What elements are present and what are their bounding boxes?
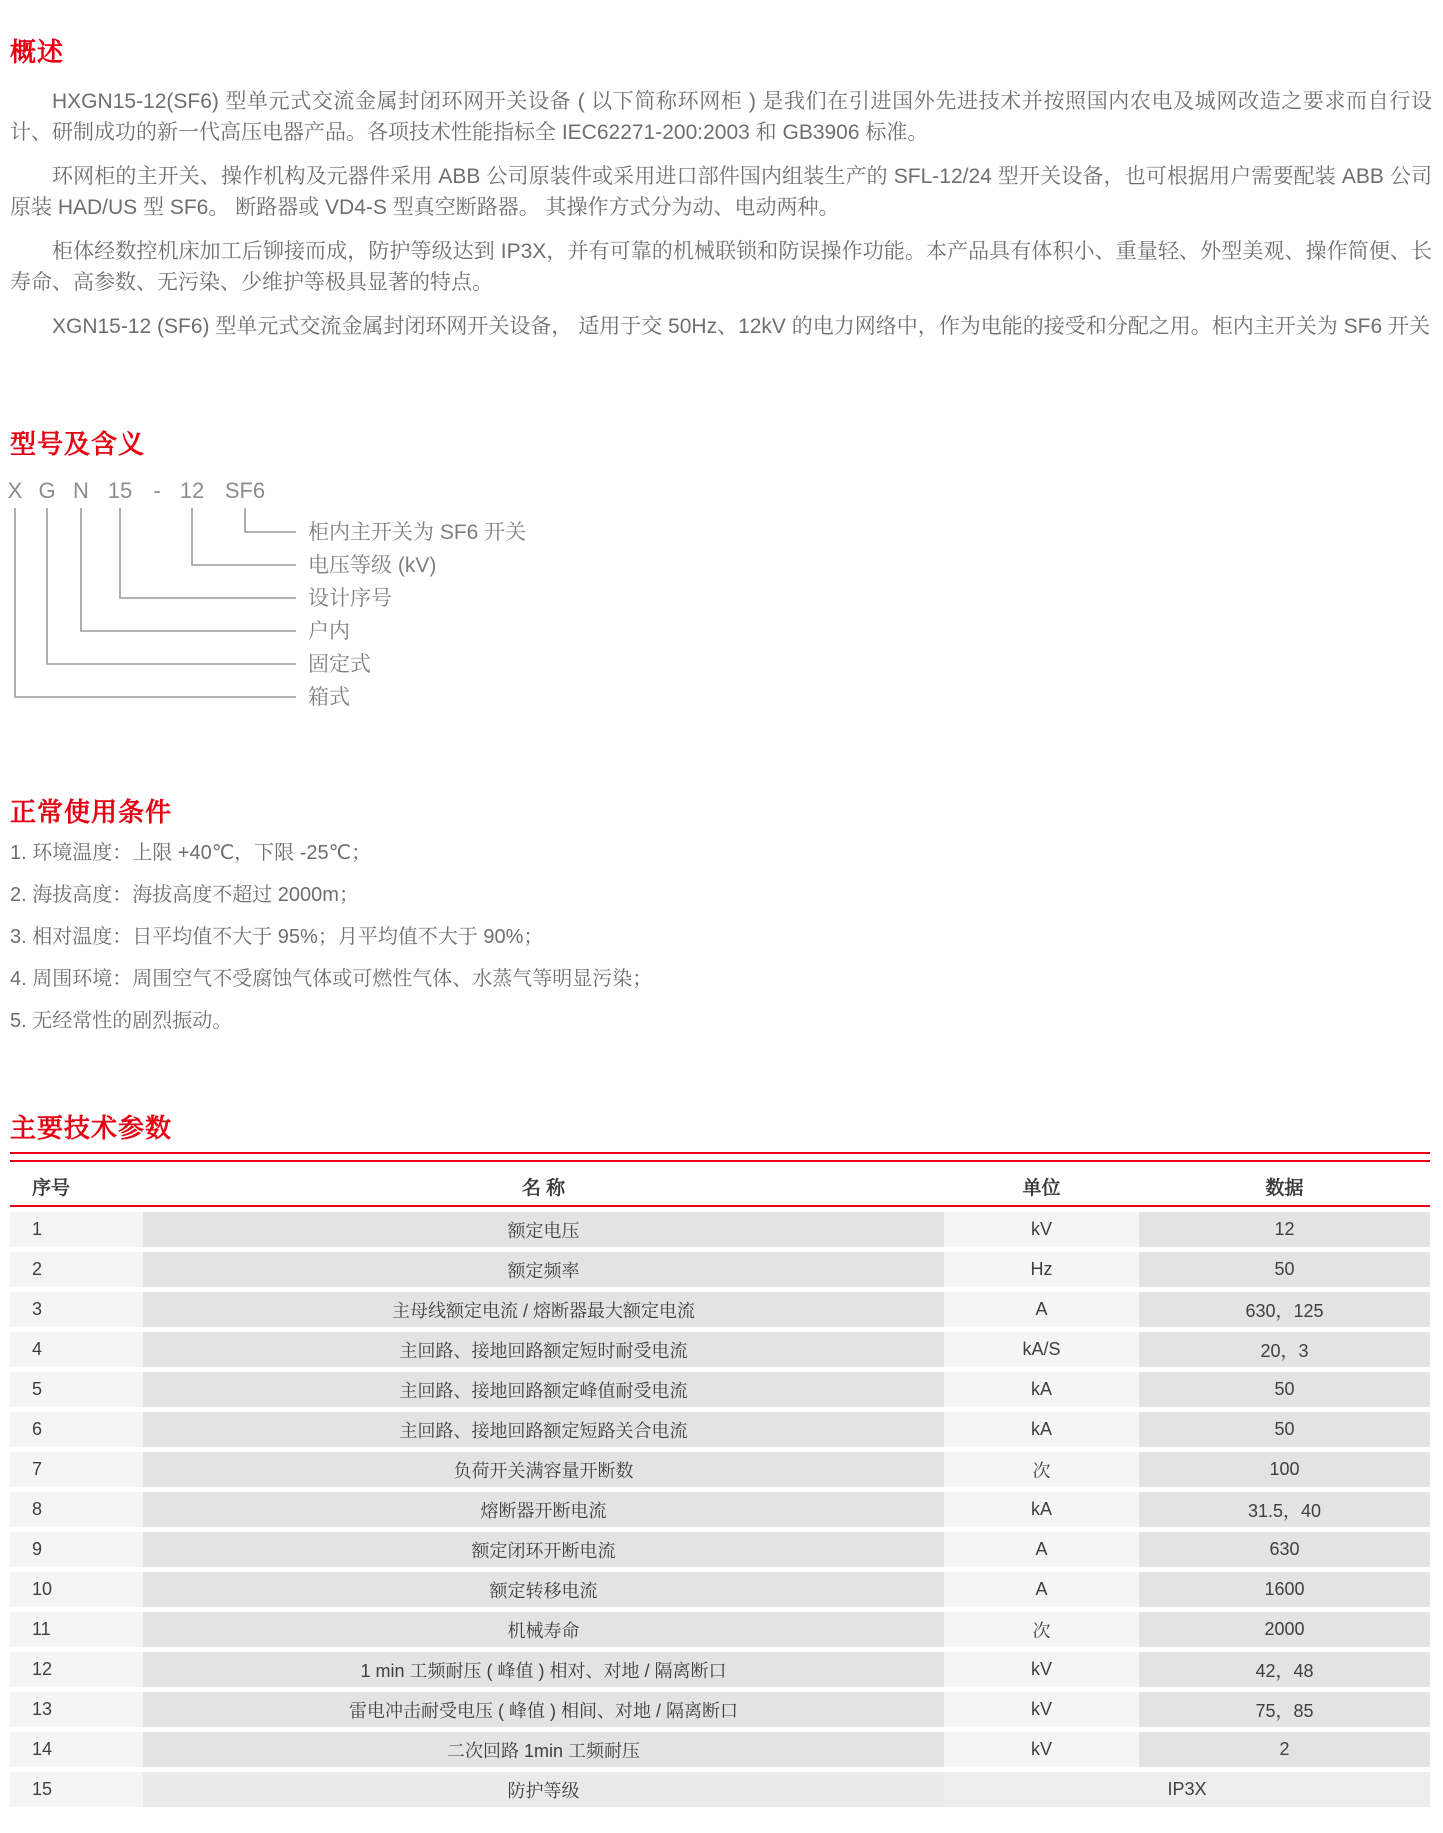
row-unit: kV: [944, 1692, 1139, 1727]
model-code: G: [38, 478, 56, 503]
row-name: 主回路、接地回路额定峰值耐受电流: [143, 1372, 944, 1407]
connector-line: [192, 508, 296, 565]
table-header-row: [10, 1167, 1430, 1207]
model-label: 电压等级 (kV): [308, 554, 437, 577]
model-code: SF6: [224, 478, 266, 503]
row-unit: kA: [944, 1372, 1139, 1407]
connector-lines: [15, 508, 296, 697]
row-number: 13: [10, 1692, 143, 1727]
parameters-table: [10, 1162, 1430, 1812]
model-code: N: [73, 478, 89, 503]
table-row: [10, 1372, 1430, 1407]
row-value: 75，85: [1139, 1692, 1430, 1727]
section-title-model: 型号及含义: [10, 429, 146, 459]
table-row: [10, 1452, 1430, 1487]
row-number: 8: [10, 1492, 143, 1527]
table-row: [10, 1532, 1430, 1567]
col-header-unit: 单位: [944, 1167, 1139, 1207]
row-unit: kV: [944, 1212, 1139, 1247]
model-labels: [308, 521, 526, 709]
row-unit: A: [944, 1292, 1139, 1327]
row-name: 机械寿命: [143, 1612, 944, 1647]
connector-line: [120, 508, 296, 598]
overview-paragraph: 环网柜的主开关、操作机构及元器件采用 ABB 公司原装件或采用进口部件国内组装生产的 SFL-12/24 型开关设备，也可根据用户需要配装 ABB 公司原装 HAD/US 型 SF6。 断路器或 VD4-S 型真空断路器。 其操作方式分为动、电动两种。: [10, 165, 1432, 219]
row-value: 50: [1139, 1412, 1430, 1447]
model-designation-diagram: [8, 478, 768, 723]
row-value: 630: [1139, 1532, 1430, 1567]
table-row: [10, 1492, 1430, 1527]
row-name: 负荷开关满容量开断数: [143, 1452, 944, 1487]
row-number: 7: [10, 1452, 143, 1487]
row-name: 防护等级: [143, 1772, 944, 1807]
condition-item: 1. 环境温度：上限 +40℃，下限 -25℃；: [10, 842, 372, 864]
conditions-list: [10, 838, 1432, 1048]
connector-line: [15, 508, 296, 697]
model-label: 箱式: [308, 686, 350, 709]
model-label: 户内: [308, 620, 350, 643]
row-name: 熔断器开断电流: [143, 1492, 944, 1527]
table-row: [10, 1292, 1430, 1327]
row-name: 1 min 工频耐压 ( 峰值 ) 相对、对地 / 隔离断口: [143, 1652, 944, 1687]
model-code: 15: [107, 478, 133, 503]
col-header-value: 数据: [1139, 1167, 1430, 1207]
section-title-parameters: 主要技术参数: [10, 1113, 173, 1143]
row-unit: 次: [944, 1452, 1139, 1487]
model-code: 12: [179, 478, 205, 503]
model-code: X: [8, 478, 23, 503]
row-unit: kV: [944, 1732, 1139, 1767]
row-name: 主母线额定电流 / 熔断器最大额定电流: [143, 1292, 944, 1327]
col-header-no: 序号: [10, 1167, 143, 1207]
overview-paragraph: HXGN15-12(SF6) 型单元式交流金属封闭环网开关设备 ( 以下简称环网柜 ) 是我们在引进国外先进技术并按照国内农电及城网改造之要求而自行设计、研制成功的新一代高压电器产品。各项技术性能指标全 IEC62271-200:2003 和 GB3906 标准。: [10, 90, 1432, 144]
parameters-table-wrap: [10, 1152, 1430, 1812]
table-row: [10, 1212, 1430, 1247]
row-unit: A: [944, 1572, 1139, 1607]
row-value-merged: IP3X: [944, 1772, 1430, 1807]
row-value: 1600: [1139, 1572, 1430, 1607]
condition-item: 3. 相对温度：日平均值不大于 95%；月平均值不大于 90%；: [10, 926, 544, 948]
row-value: 630，125: [1139, 1292, 1430, 1327]
row-unit: Hz: [944, 1252, 1139, 1287]
row-value: 2: [1139, 1732, 1430, 1767]
row-number: 10: [10, 1572, 143, 1607]
condition-item: 2. 海拔高度：海拔高度不超过 2000m；: [10, 884, 359, 906]
model-code: -: [153, 478, 161, 503]
row-value: 50: [1139, 1252, 1430, 1287]
row-name: 额定转移电流: [143, 1572, 944, 1607]
row-number: 5: [10, 1372, 143, 1407]
section-title-overview: 概述: [10, 37, 65, 67]
table-row: [10, 1332, 1430, 1367]
row-unit: kA: [944, 1492, 1139, 1527]
overview-paragraph: 柜体经数控机床加工后铆接而成，防护等级达到 IP3X，并有可靠的机械联锁和防误操作功能。本产品具有体积小、重量轻、外型美观、操作简便、长寿命、高参数、无污染、少维护等极具显著的特点。: [10, 240, 1432, 294]
row-value: 50: [1139, 1372, 1430, 1407]
row-unit: kV: [944, 1652, 1139, 1687]
row-number: 11: [10, 1612, 143, 1647]
row-name: 额定电压: [143, 1212, 944, 1247]
row-value: 42，48: [1139, 1652, 1430, 1687]
row-number: 6: [10, 1412, 143, 1447]
table-row: [10, 1692, 1430, 1727]
row-name: 额定频率: [143, 1252, 944, 1287]
row-number: 15: [10, 1772, 143, 1807]
table-row: [10, 1412, 1430, 1447]
row-unit: kA/S: [944, 1332, 1139, 1367]
row-name: 二次回路 1min 工频耐压: [143, 1732, 944, 1767]
row-number: 3: [10, 1292, 143, 1327]
model-code-row: [8, 478, 265, 503]
table-top-rule: [10, 1152, 1430, 1162]
row-number: 14: [10, 1732, 143, 1767]
row-number: 4: [10, 1332, 143, 1367]
model-label: 设计序号: [308, 587, 392, 610]
table-row: [10, 1612, 1430, 1647]
col-header-name: 名 称: [143, 1167, 944, 1207]
row-value: 20，3: [1139, 1332, 1430, 1367]
row-name: 雷电冲击耐受电压 ( 峰值 ) 相间、对地 / 隔离断口: [143, 1692, 944, 1727]
table-row: [10, 1252, 1430, 1287]
connector-line: [81, 508, 296, 631]
model-label: 固定式: [308, 653, 371, 676]
row-name: 主回路、接地回路额定短时耐受电流: [143, 1332, 944, 1367]
overview-paragraph: XGN15-12 (SF6) 型单元式交流金属封闭环网开关设备， 适用于交 50Hz、12kV 的电力网络中，作为电能的接受和分配之用。柜内主开关为 SF6 开关: [52, 315, 1430, 338]
row-number: 2: [10, 1252, 143, 1287]
section-title-conditions: 正常使用条件: [10, 797, 173, 827]
table-row: [10, 1652, 1430, 1687]
row-unit: kA: [944, 1412, 1139, 1447]
connector-line: [245, 508, 296, 532]
row-value: 100: [1139, 1452, 1430, 1487]
row-number: 12: [10, 1652, 143, 1687]
row-name: 主回路、接地回路额定短路关合电流: [143, 1412, 944, 1447]
row-unit: 次: [944, 1612, 1139, 1647]
row-number: 1: [10, 1212, 143, 1247]
row-unit: A: [944, 1532, 1139, 1567]
model-label: 柜内主开关为 SF6 开关: [308, 521, 527, 544]
row-value: 12: [1139, 1212, 1430, 1247]
condition-item: 5. 无经常性的剧烈振动。: [10, 1010, 233, 1032]
overview-paragraphs: [10, 86, 1432, 355]
row-value: 31.5，40: [1139, 1492, 1430, 1527]
table-row: [10, 1732, 1430, 1767]
row-value: 2000: [1139, 1612, 1430, 1647]
table-row: [10, 1572, 1430, 1607]
table-row: [10, 1772, 1430, 1807]
condition-item: 4. 周围环境：周围空气不受腐蚀气体或可燃性气体、水蒸气等明显污染；: [10, 968, 653, 990]
row-name: 额定闭环开断电流: [143, 1532, 944, 1567]
row-number: 9: [10, 1532, 143, 1567]
